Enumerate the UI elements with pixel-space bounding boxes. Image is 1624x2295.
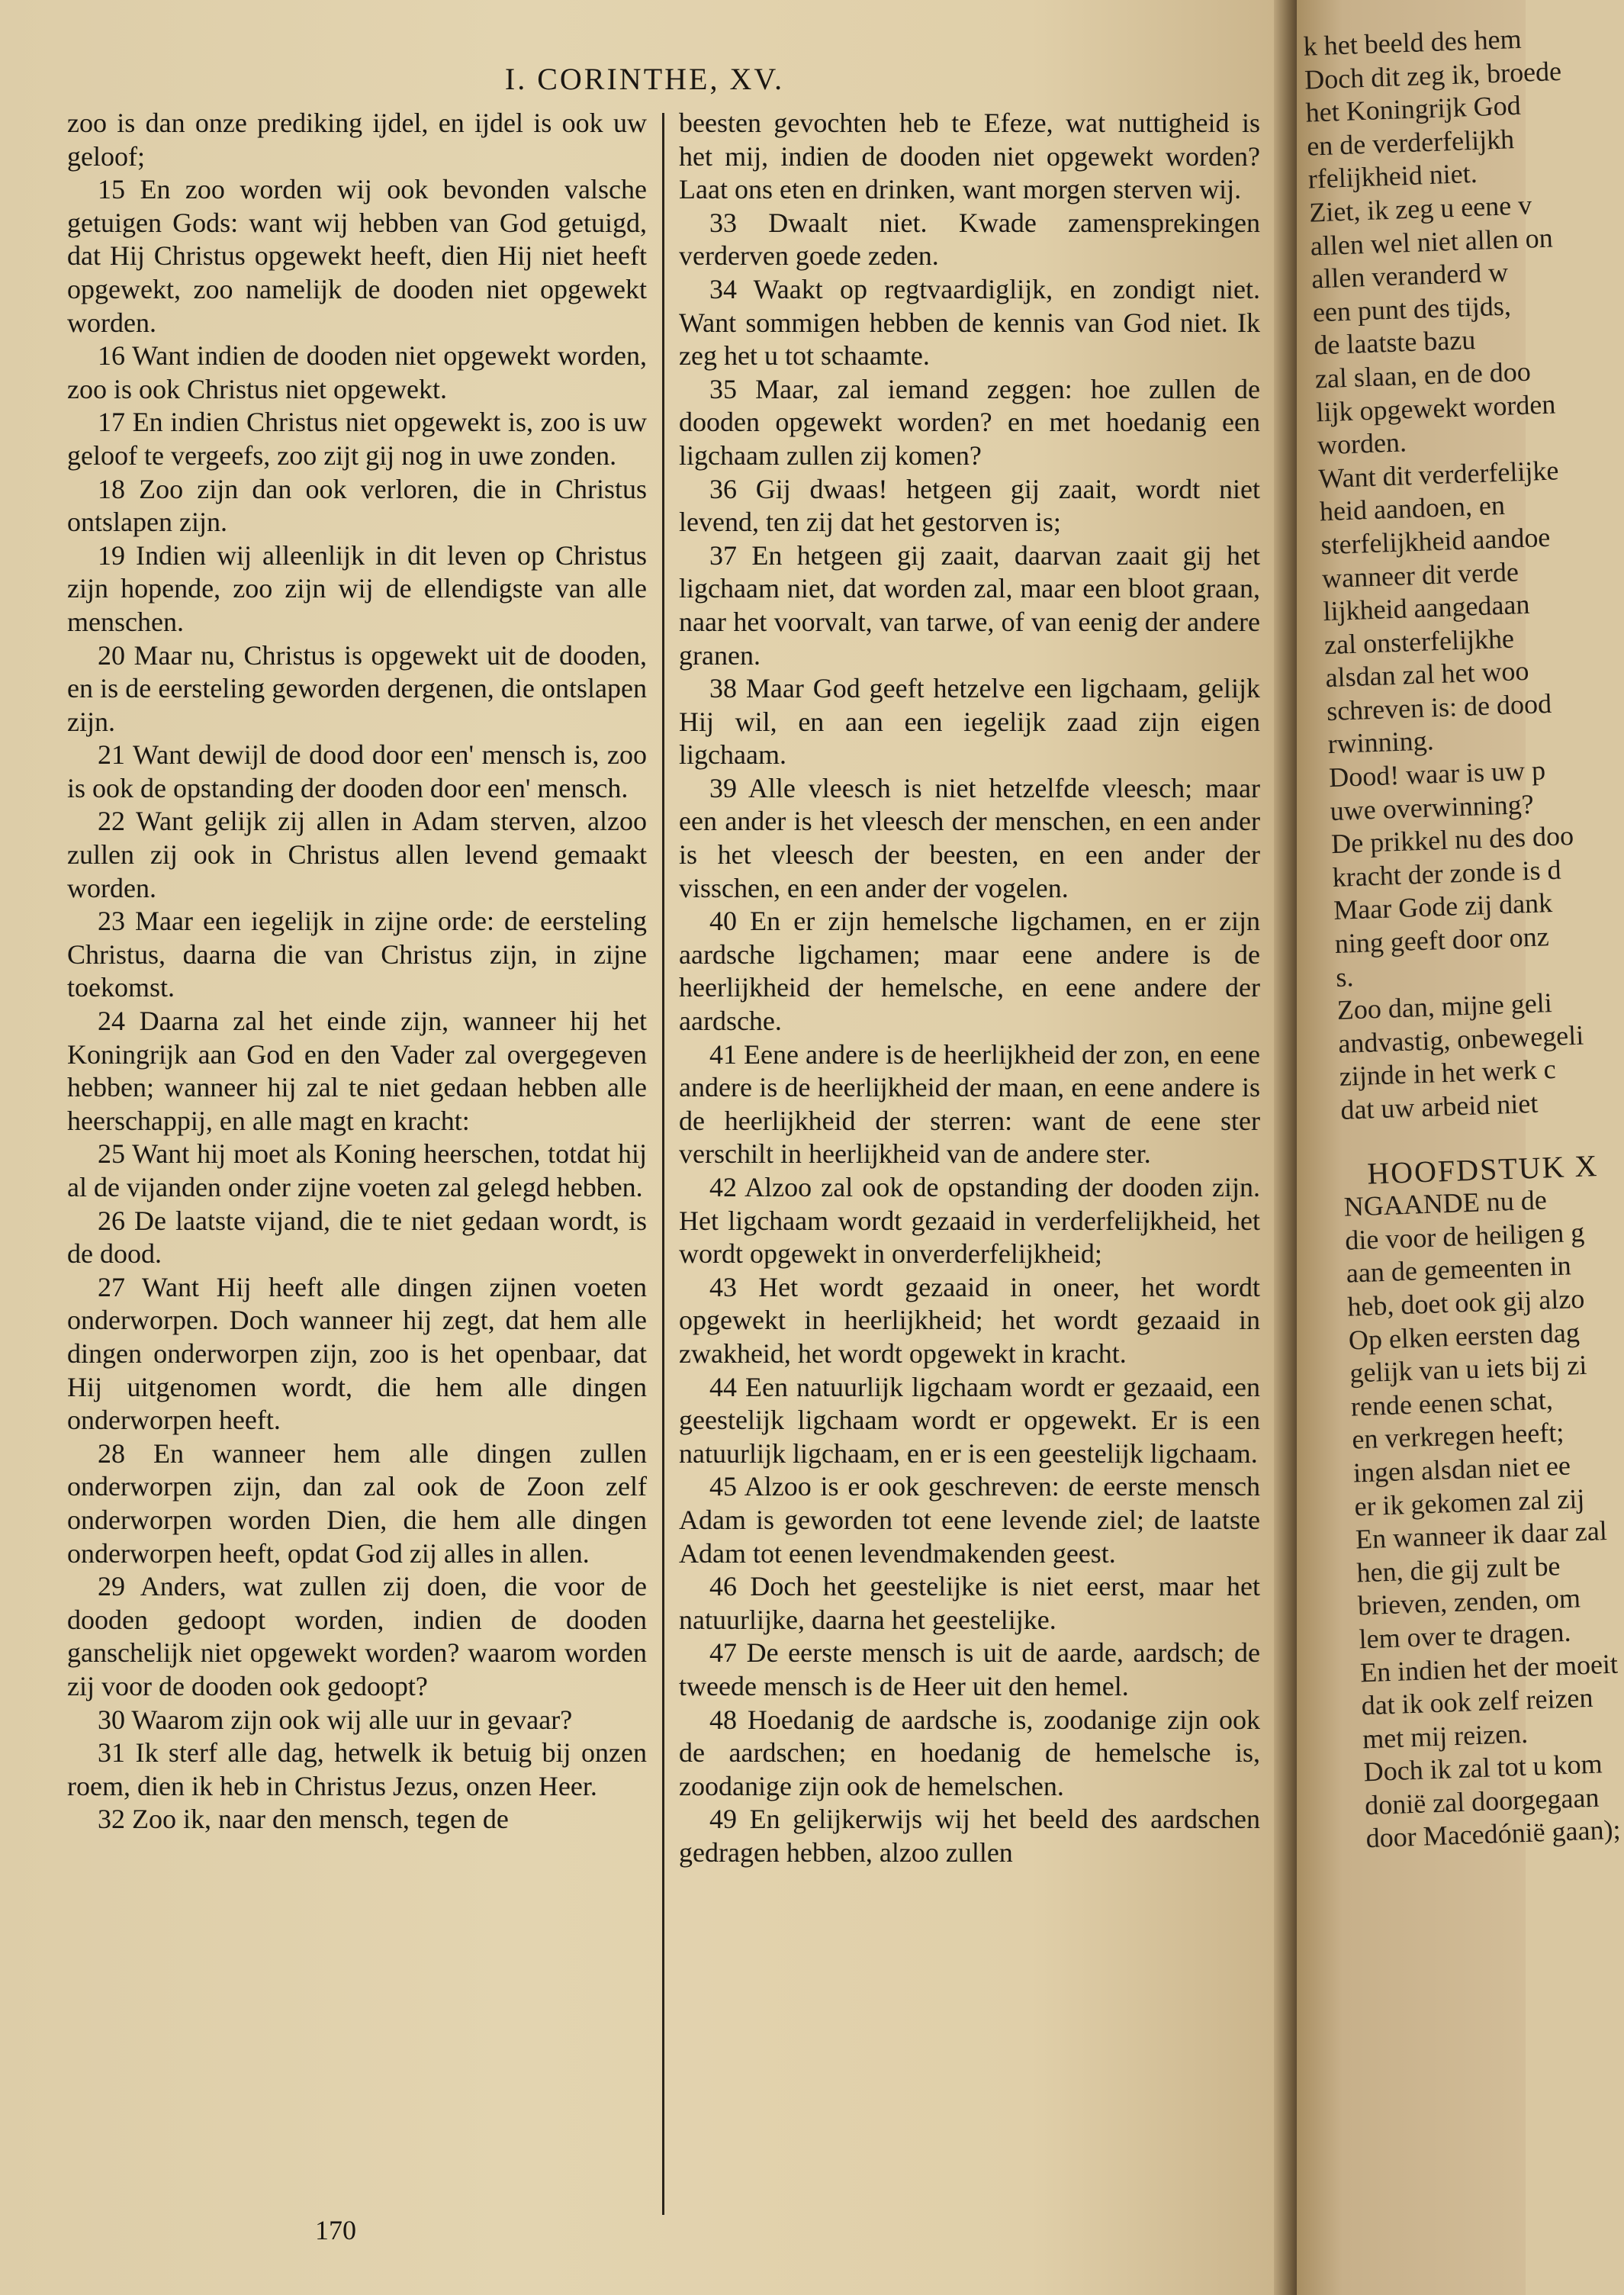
- verse-paragraph: 38 Maar God geeft hetzelve een ligchaam, gelijk Hij wil, en aan een iegelijk zaad zijn eigen ligchaam.: [679, 673, 1260, 771]
- verse-paragraph: 26 De laatste vijand, die te niet gedaan wordt, is de dood.: [67, 1205, 647, 1270]
- facing-line: een punt des tijds,: [1312, 290, 1512, 328]
- verse-paragraph: 32 Zoo ik, naar den mensch, tegen de: [98, 1804, 509, 1835]
- verse-paragraph: 47 De eerste mensch is uit de aarde, aardsch; de tweede mensch is de Heer uit den hemel.: [679, 1637, 1260, 1701]
- verse-paragraph: 44 Een natuurlijk ligchaam wordt er gezaaid, een geestelijk ligchaam wordt er opgewekt. Er is een natuurlijk ligchaam, en er is een geestelijk ligchaam.: [679, 1371, 1260, 1469]
- verse-paragraph: 25 Want hij moet als Koning heerschen, totdat hij al de vijanden onder zijne voeten zal gelegd hebben.: [67, 1138, 647, 1202]
- facing-line: k het beeld des hem: [1303, 23, 1523, 62]
- facing-line: En wanneer ik daar zal: [1355, 1515, 1608, 1555]
- facing-line: lijk opgewekt worden: [1315, 388, 1556, 427]
- facing-line: Zoo dan, mijne geli: [1336, 987, 1553, 1026]
- facing-line: zal onsterfelijkhe: [1323, 623, 1515, 660]
- facing-line: en de verderfelijkh: [1306, 123, 1515, 162]
- facing-line: zal slaan, en de doo: [1314, 356, 1532, 394]
- facing-line: lem over te dragen.: [1358, 1616, 1572, 1655]
- facing-page: [1297, 0, 1622, 2295]
- facing-line: met mij reizen.: [1362, 1717, 1529, 1755]
- facing-line: De prikkel nu des doo: [1330, 820, 1574, 860]
- verse-paragraph: 21 Want dewijl de dood door een' mensch is, zoo is ook de opstanding der dooden door een' mensch.: [67, 739, 647, 803]
- facing-line: rende eenen schat,: [1350, 1384, 1554, 1422]
- verse-paragraph: zoo is dan onze prediking ijdel, en ijdel is ook uw geloof;: [67, 108, 647, 172]
- facing-line: allen veranderd w: [1310, 256, 1509, 295]
- facing-line: die voor de heiligen g: [1344, 1216, 1585, 1256]
- facing-line: Doch dit zeg ik, broede: [1304, 55, 1562, 95]
- facing-line: allen wel niet allen on: [1310, 222, 1554, 262]
- facing-line: En indien het der moeit: [1359, 1648, 1619, 1688]
- verse-paragraph: 20 Maar nu, Christus is opgewekt uit de dooden, en is de eersteling geworden dergenen, die ontslapen zijn.: [67, 639, 647, 737]
- verse-paragraph: 39 Alle vleesch is niet hetzelfde vleesch; maar een ander is het vleesch der menschen, en een ander is het vleesch der beesten, en een ander der visschen, en een ander der vogelen.: [679, 772, 1260, 903]
- facing-line: dat uw arbeid niet: [1339, 1087, 1539, 1125]
- facing-line: heid aandoen, en: [1319, 490, 1506, 527]
- verse-paragraph: 16 Want indien de dooden niet opgewekt worden, zoo is ook Christus niet opgewekt.: [67, 340, 647, 404]
- facing-line: Op elken eersten dag: [1348, 1316, 1581, 1356]
- facing-line: lijkheid aangedaan: [1322, 588, 1531, 627]
- facing-line: ingen alsdan niet ee: [1352, 1450, 1571, 1489]
- facing-line: alsdan zal het woo: [1324, 655, 1530, 694]
- facing-line: kracht der zonde is d: [1332, 854, 1562, 893]
- verse-paragraph: 46 Doch het geestelijke is niet eerst, maar het natuurlijke, daarna het geestelijke.: [679, 1571, 1260, 1635]
- page-header-title: I. CORINTHE, XV.: [504, 62, 785, 96]
- facing-line: ning geeft door onz: [1334, 921, 1550, 960]
- facing-chapter-heading: HOOFDSTUK X: [1366, 1148, 1600, 1191]
- left-column: [67, 107, 647, 1836]
- facing-line: Want dit verderfelijke: [1317, 455, 1559, 494]
- facing-line: NGAANDE nu de: [1343, 1184, 1548, 1222]
- facing-line: Maar Gode zij dank: [1333, 887, 1553, 926]
- verse-paragraph: 34 Waakt op regtvaardiglijk, en zondigt niet. Want sommigen hebben de kennis van God niet. Ik zeg het u tot schaamte.: [679, 273, 1260, 372]
- facing-line: hen, die gij zult be: [1355, 1550, 1561, 1588]
- facing-line: rwinning.: [1327, 725, 1435, 760]
- verse-paragraph: 42 Alzoo zal ook de opstanding der dooden zijn. Het ligchaam wordt gezaaid in verderfelijkheid, het wordt opgewekt in onverderfelijkheid;: [679, 1172, 1260, 1270]
- facing-line: schreven is: de dood: [1326, 687, 1552, 727]
- verse-paragraph: 35 Maar, zal iemand zeggen: hoe zullen de dooden opgewekt worden? en met hoedanig een ligchaam zullen zij komen?: [679, 373, 1260, 471]
- verse-paragraph: 31 Ik sterf alle dag, hetwelk ik betuig bij onzen roem, dien ik heb in Christus Jezus, onzen Heer.: [67, 1737, 647, 1801]
- facing-line: donië zal doorgegaan: [1364, 1782, 1600, 1821]
- verse-paragraph: 19 Indien wij alleenlijk in dit leven op Christus zijn hopende, zoo zijn wij de ellendigste van alle menschen.: [67, 539, 647, 637]
- verse-paragraph: 33 Dwaalt niet. Kwade zamensprekingen verderven goede zeden.: [679, 207, 1260, 272]
- verse-paragraph: 41 Eene andere is de heerlijkheid der zon, en eene andere is de heerlijkheid der maan, en eene andere is de heerlijkheid der sterren: want de eene ster verschilt in heerlijkheid van de andere ster.: [679, 1038, 1260, 1170]
- verse-paragraph: 40 En er zijn hemelsche ligchamen, en er zijn aardsche ligchamen; maar eene andere is de heerlijkheid der hemelsche, en eene andere der aardsche.: [679, 906, 1260, 1037]
- verse-paragraph: 37 En hetgeen gij zaait, daarvan zaait gij het ligchaam niet, dat worden zal, maar een bloot graan, naar het voorvalt, van tarwe, of van eenig der andere granen.: [679, 539, 1260, 671]
- column-divider: [662, 113, 664, 2215]
- verse-paragraph: 22 Want gelijk zij allen in Adam sterven, alzoo zullen zij ook in Christus allen levend gemaakt worden.: [67, 806, 647, 903]
- facing-line: rfelijkheid niet.: [1307, 158, 1478, 195]
- facing-line: sterfelijkheid aandoe: [1320, 521, 1551, 561]
- verse-paragraph: 49 En gelijkerwijs wij het beeld des aardschen gedragen hebben, alzoo zullen: [679, 1804, 1260, 1868]
- facing-line: andvastig, onbewegeli: [1337, 1019, 1584, 1059]
- verse-paragraph: 23 Maar een iegelijk in zijne orde: de eersteling Christus, daarna die van Christus zijn, in zijne toekomst.: [67, 906, 647, 1003]
- verse-paragraph: 18 Zoo zijn dan ook verloren, die in Christus ontslapen zijn.: [67, 473, 647, 538]
- verse-paragraph: beesten gevochten heb te Efeze, wat nuttigheid is het mij, indien de dooden niet opgewekt worden? Laat ons eten en drinken, want morgen sterven wij.: [679, 108, 1260, 205]
- verse-paragraph: 36 Gij dwaas! hetgeen gij zaait, wordt niet levend, ten zij dat het gestorven is;: [679, 473, 1260, 538]
- verse-paragraph: 29 Anders, wat zullen zij doen, die voor de dooden gedoopt worden, indien de dooden ganschelijk niet opgewekt worden? waarom worden zij voor de dooden ook gedoopt?: [67, 1571, 647, 1701]
- facing-line: heb, doet ook gij alzo: [1346, 1283, 1585, 1322]
- page-number: 170: [315, 2215, 356, 2245]
- facing-line: Doch ik zal tot u kom: [1363, 1748, 1603, 1788]
- verse-paragraph: 27 Want Hij heeft alle dingen zijnen voeten onderworpen. Doch wanneer hij zegt, dat hem alle dingen onderworpen zijn, zoo is het openbaar, dat Hij uitgenomen wordt, die hem alle dingen onderworpen heeft.: [67, 1271, 647, 1436]
- facing-line: uwe overwinning?: [1330, 788, 1535, 826]
- verse-paragraph: 24 Daarna zal het einde zijn, wanneer hij het Koningrijk aan God en den Vader zal overgegeven hebben; wanneer hij zal te niet gedaan hebben alle heerschappij, en alle magt en kracht:: [67, 1006, 647, 1136]
- facing-line: Dood! waar is uw p: [1328, 755, 1546, 793]
- facing-line: s.: [1335, 961, 1355, 993]
- verse-paragraph: 15 En zoo worden wij ook bevonden valsche getuigen Gods: want wij hebben van God getuigd, dat Hij Christus opgewekt heeft, dien Hij niet heeft opgewekt, zoo namelijk de dooden niet opgewekt worden.: [67, 174, 647, 338]
- verse-paragraph: 45 Alzoo is er ook geschreven: de eerste mensch Adam is geworden tot eene levende ziel; de laatste Adam tot eenen levendmakenden geest.: [679, 1471, 1260, 1569]
- facing-line: er ik gekomen zal zij: [1353, 1482, 1585, 1522]
- verse-paragraph: 30 Waarom zijn ook wij alle uur in gevaar?: [98, 1704, 573, 1735]
- facing-line: worden.: [1317, 426, 1407, 461]
- right-column: [679, 107, 1260, 1869]
- facing-line: de laatste bazu: [1313, 324, 1476, 361]
- facing-line: brieven, zenden, om: [1357, 1582, 1581, 1621]
- facing-line: wanneer dit verde: [1321, 555, 1519, 594]
- verse-paragraph: 48 Hoedanig de aardsche is, zoodanige zijn ook de aardschen; en hoedanig de hemelsche is, zoodanige zijn ook de hemelschen.: [679, 1704, 1260, 1801]
- verse-paragraph: 17 En indien Christus niet opgewekt is, zoo is uw geloof te vergeefs, zoo zijt gij nog in uwe zonden.: [67, 407, 647, 471]
- facing-line: door Macedónië gaan);: [1365, 1814, 1622, 1854]
- facing-line: het Koningrijk God: [1305, 90, 1522, 128]
- facing-line: zijnde in het werk c: [1339, 1054, 1557, 1093]
- facing-line: gelijk van u iets bij zi: [1349, 1349, 1587, 1389]
- facing-line: dat ik ook zelf reizen: [1360, 1682, 1594, 1721]
- facing-line: aan de gemeenten in: [1346, 1250, 1572, 1289]
- facing-line: Ziet, ik zeg u eene v: [1308, 189, 1532, 228]
- facing-line: en verkregen heeft;: [1351, 1417, 1565, 1455]
- facing-page-text: [1297, 21, 1622, 1856]
- verse-paragraph: 43 Het wordt gezaaid in oneer, het wordt opgewekt in heerlijkheid; het wordt gezaaid in zwakheid, het wordt opgewekt in kracht.: [679, 1271, 1260, 1369]
- verse-paragraph: 28 En wanneer hem alle dingen zullen onderworpen zijn, dan zal ook de Zoon zelf onderworpen worden Dien, die hem alle dingen onderworpen heeft, opdat God zij alles in allen.: [67, 1437, 647, 1569]
